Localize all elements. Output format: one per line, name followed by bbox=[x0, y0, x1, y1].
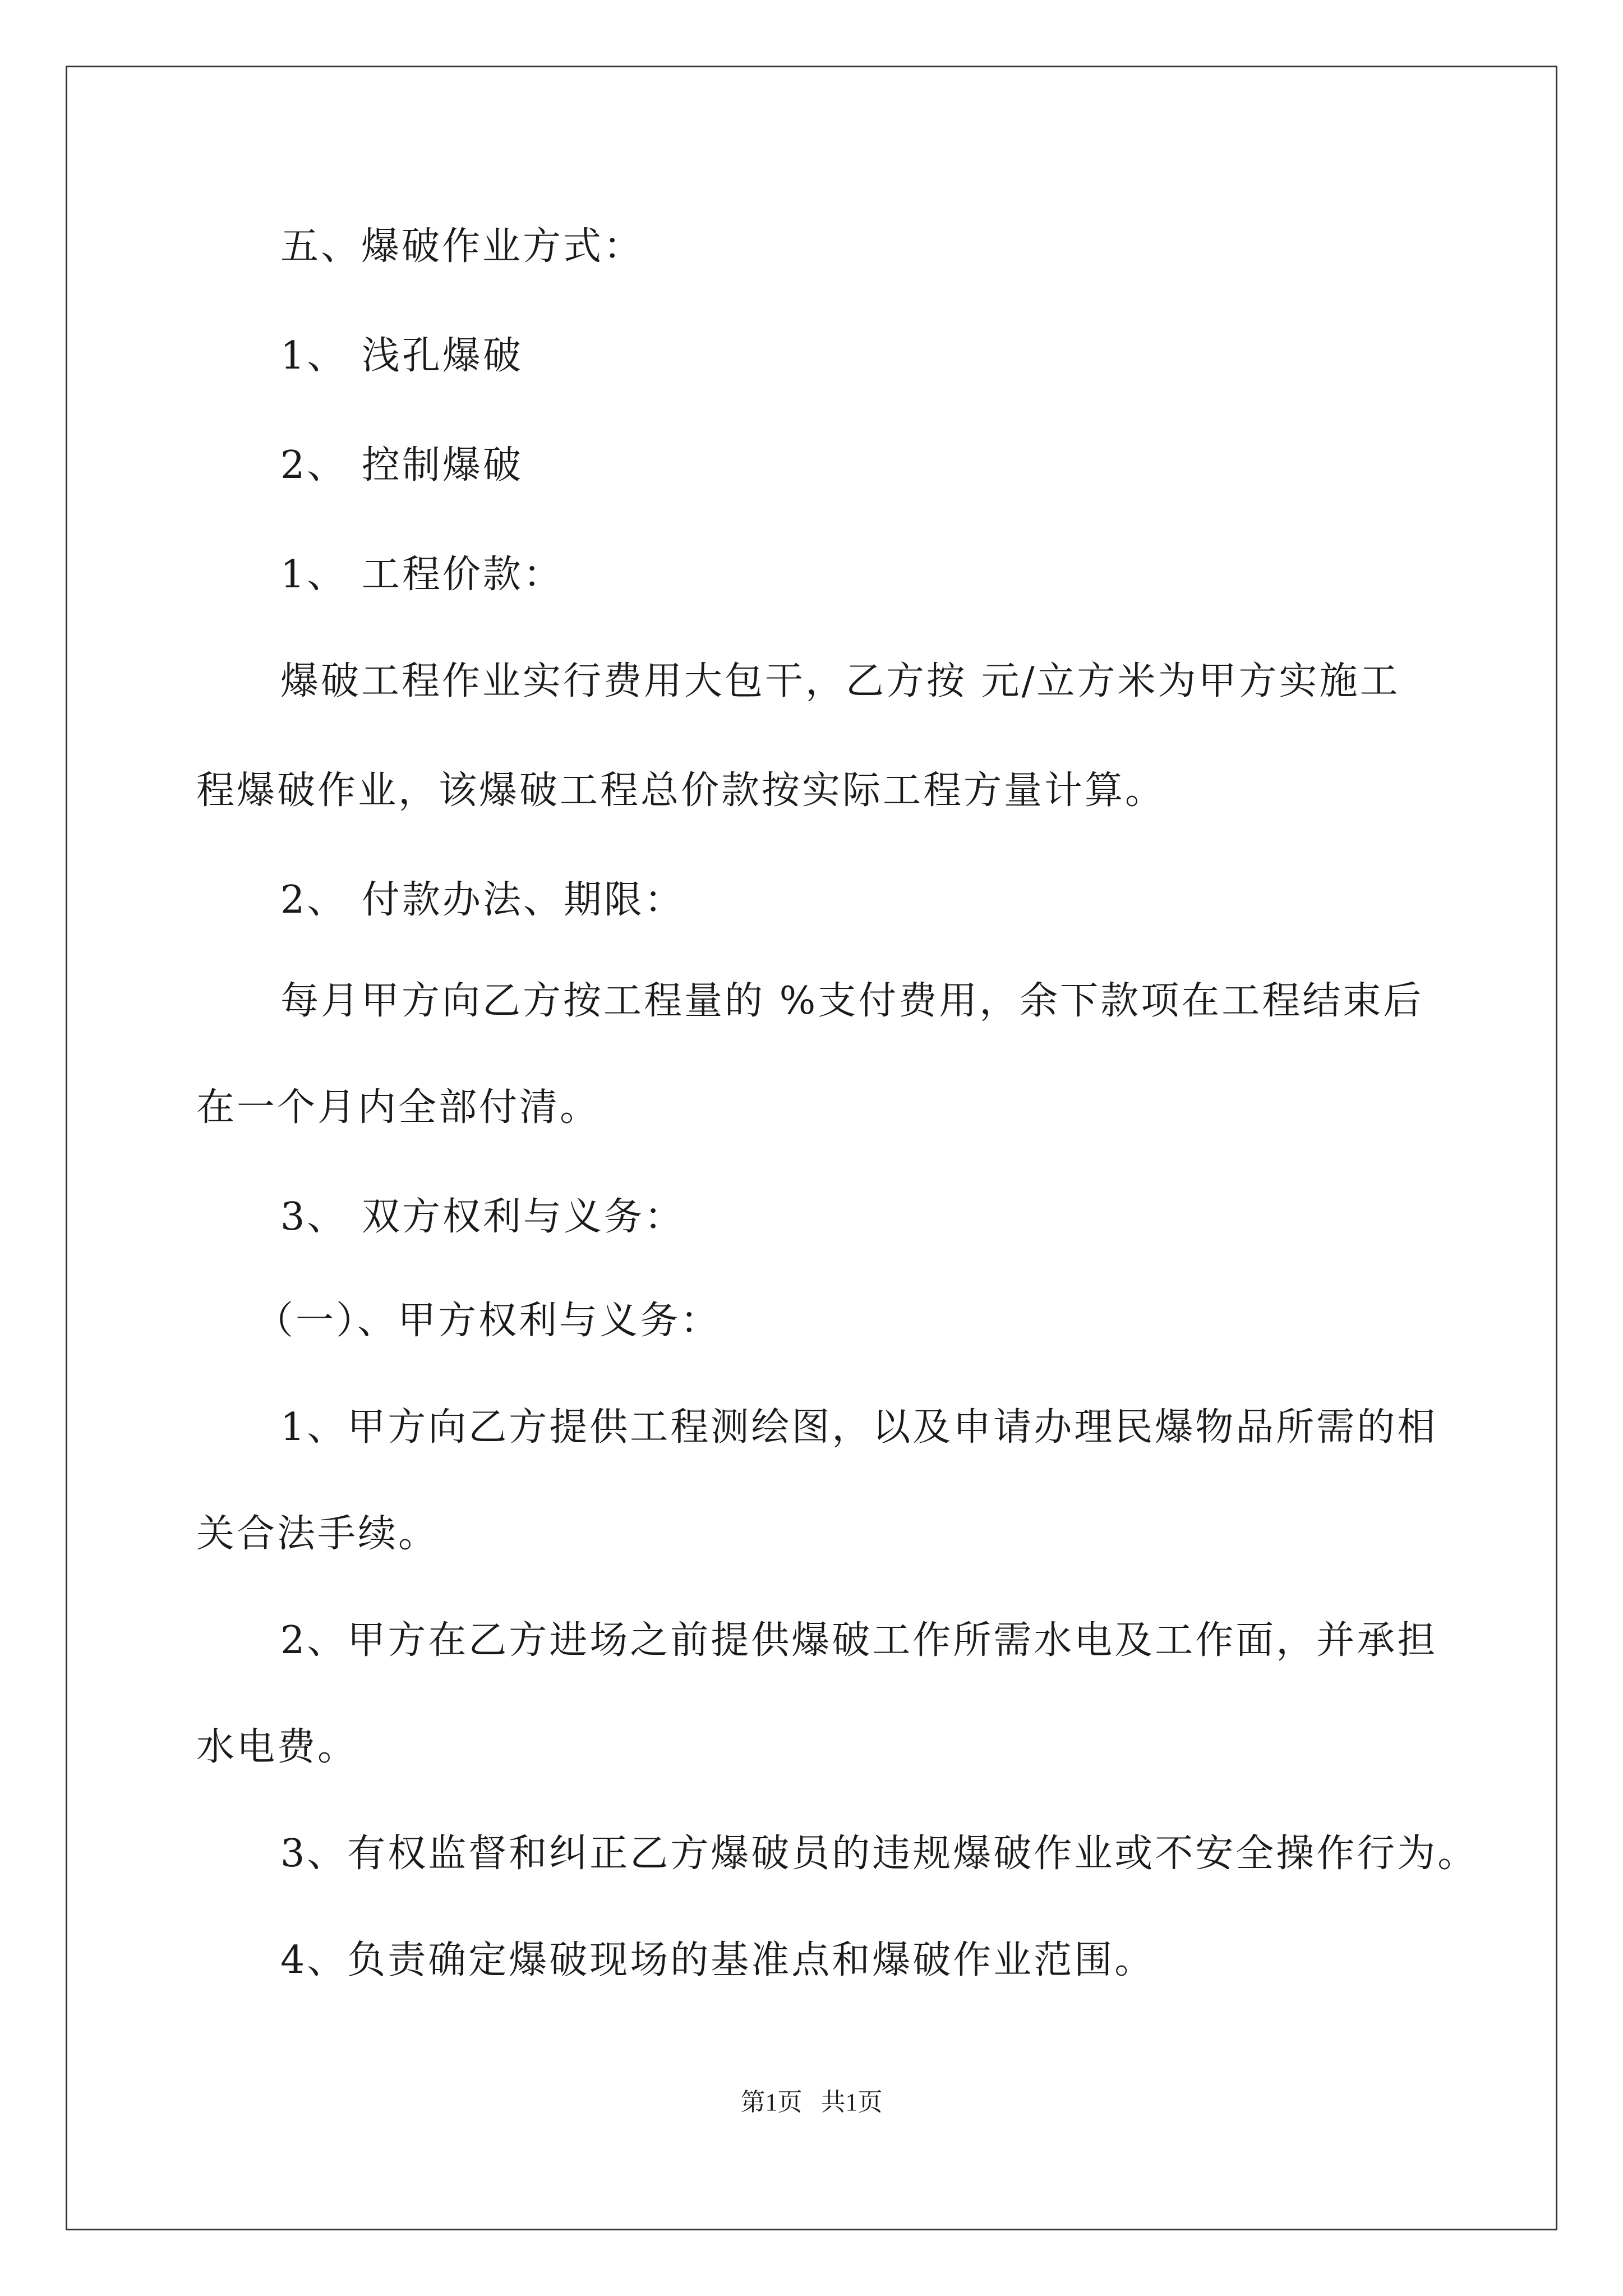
list-item: 2、 控制爆破 bbox=[280, 443, 523, 487]
section-heading: 五、爆破作业方式： bbox=[280, 224, 644, 269]
paragraph-line: 水电费。 bbox=[196, 1725, 358, 1769]
paragraph-line: 1、甲方向乙方提供工程测绘图，以及申请办理民爆物品所需的相 bbox=[280, 1405, 1438, 1450]
list-item: 1、 浅孔爆破 bbox=[280, 334, 523, 378]
page-footer: 第1页 共1页 bbox=[740, 2088, 883, 2116]
section-heading: 3、 双方权利与义务： bbox=[280, 1195, 685, 1239]
section-heading: 1、 工程价款： bbox=[280, 553, 564, 597]
subsection-heading: （一）、甲方权利与义务： bbox=[255, 1299, 721, 1343]
paragraph-line: 在一个月内全部付清。 bbox=[196, 1085, 601, 1130]
section-heading: 2、 付款办法、期限： bbox=[280, 878, 685, 922]
paragraph-line: 关合法手续。 bbox=[196, 1512, 439, 1556]
paragraph-line: 2、甲方在乙方进场之前提供爆破工作所需水电及工作面，并承担 bbox=[280, 1618, 1438, 1663]
paragraph-line: 爆破工程作业实行费用大包干，乙方按 元/立方米为甲方实施工 bbox=[280, 659, 1400, 703]
paragraph-line: 每月甲方向乙方按工程量的 %支付费用，余下款项在工程结束后 bbox=[280, 979, 1424, 1023]
page-border bbox=[66, 66, 1557, 2230]
paragraph-line: 4、负责确定爆破现场的基准点和爆破作业范围。 bbox=[280, 1938, 1155, 1982]
paragraph-line: 程爆破作业，该爆破工程总价款按实际工程方量计算。 bbox=[196, 769, 1166, 813]
paragraph-line: 3、有权监督和纠正乙方爆破员的违规爆破作业或不安全操作行为。 bbox=[280, 1832, 1478, 1876]
